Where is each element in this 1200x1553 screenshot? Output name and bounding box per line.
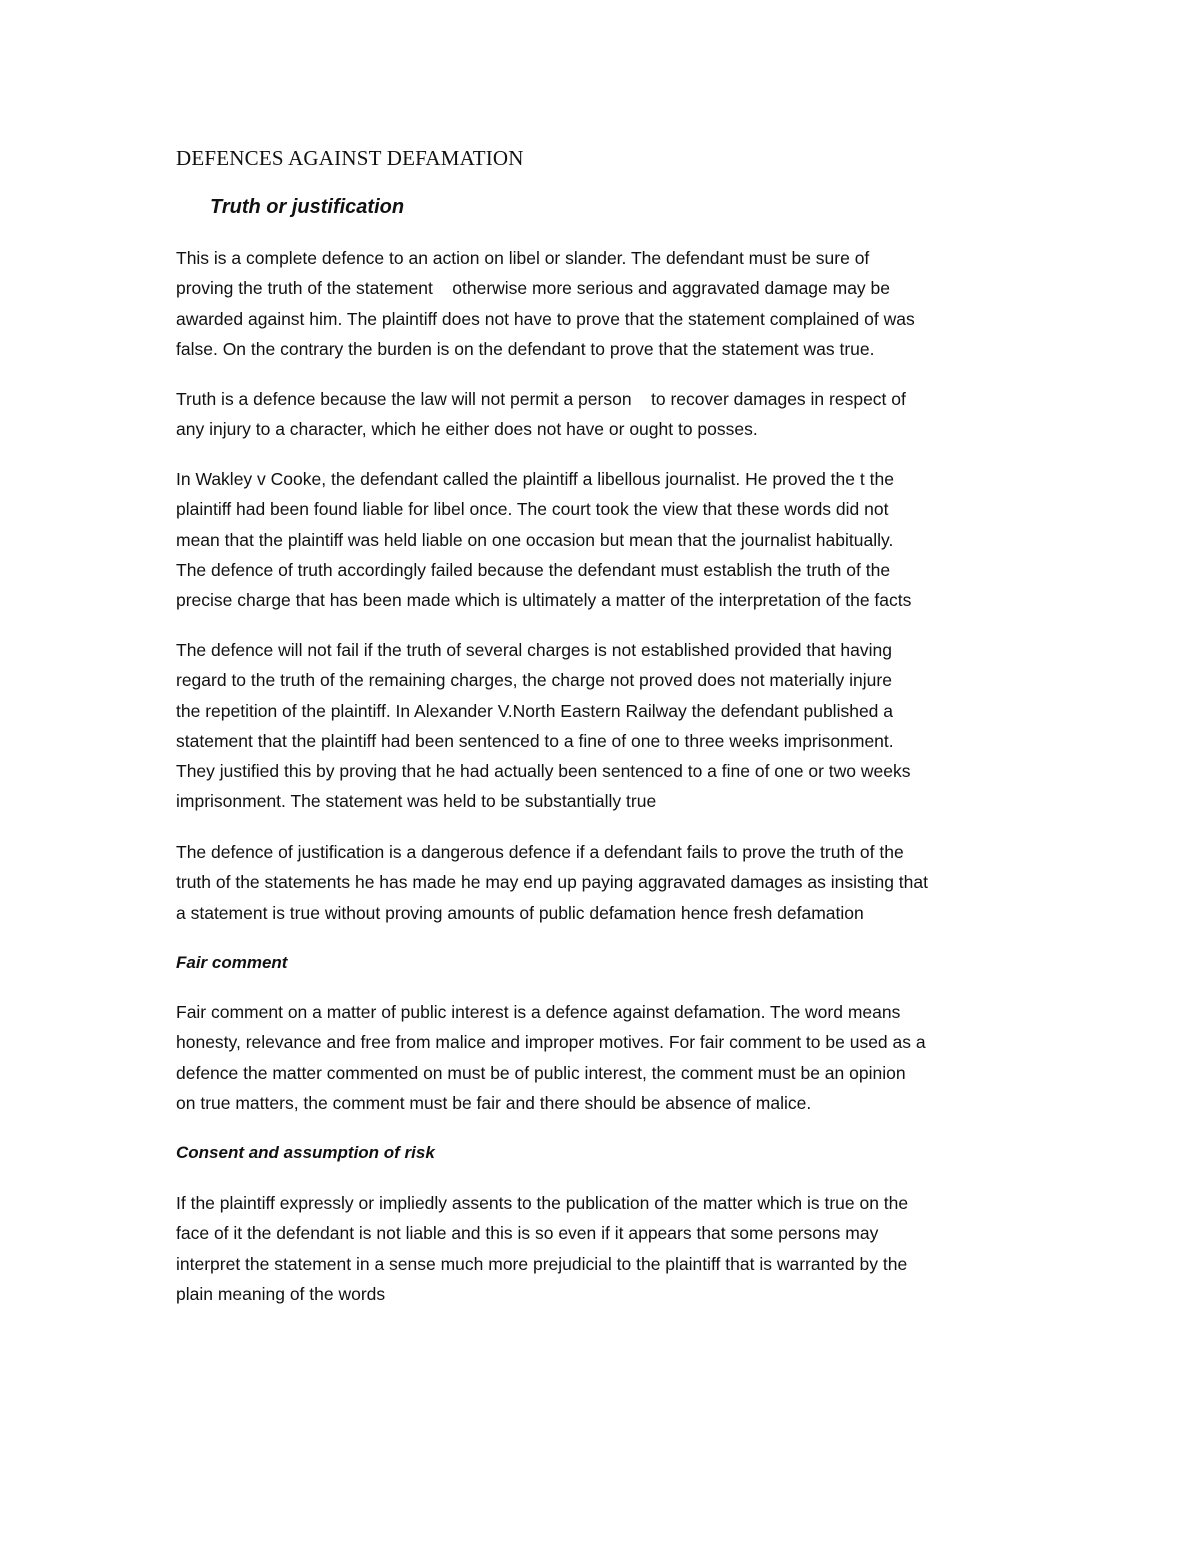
text-line: The defence of truth accordingly failed because the defendant must establish the truth of the bbox=[176, 559, 891, 580]
text-line: Fair comment on a matter of public interest is a defence against defamation. The word means bbox=[176, 1002, 901, 1022]
text-line: If the plaintiff expressly or impliedly assents to the publication of the matter which is true on the bbox=[176, 1193, 909, 1213]
text-line: truth of the statements he has made he may end up paying aggravated damages as insisting that bbox=[176, 872, 928, 893]
text-line: a statement is true without proving amounts of public defamation hence fresh defamation bbox=[176, 902, 864, 923]
paragraph-dangerous-defence bbox=[176, 837, 928, 928]
paragraph-consent bbox=[176, 1188, 908, 1309]
text-line: false. On the contrary the burden is on the defendant to prove that the statement was true. bbox=[176, 338, 875, 359]
text-line: the repetition of the plaintiff. In Alexander V.North Eastern Railway the defendant published a bbox=[176, 700, 894, 721]
text-line: The defence of justification is a dangerous defence if a defendant fails to prove the truth of the bbox=[176, 842, 904, 862]
section-heading-truth-or-justification: Truth or justification bbox=[210, 196, 405, 218]
text-line: imprisonment. The statement was held to be substantially true bbox=[176, 791, 657, 812]
text-line: on true matters, the comment must be fair and there should be absence of malice. bbox=[176, 1092, 812, 1113]
text-line: They justified this by proving that he had actually been sentenced to a fine of one or two weeks bbox=[176, 761, 911, 782]
text-line: plaintiff had been found liable for libel once. The court took the view that these words did not bbox=[176, 499, 889, 520]
text-line: In Wakley v Cooke, the defendant called the plaintiff a libellous journalist. He proved the t the bbox=[176, 469, 894, 489]
text-line: This is a complete defence to an action on libel or slander. The defendant must be sure of bbox=[176, 248, 870, 268]
paragraph-wakley-v-cooke bbox=[176, 464, 911, 615]
text-line: any injury to a character, which he either does not have or ought to posses. bbox=[176, 419, 758, 440]
text-line: honesty, relevance and free from malice and improper motives. For fair comment to be used as a bbox=[176, 1032, 926, 1053]
document-title: DEFENCES AGAINST DEFAMATION bbox=[176, 146, 524, 170]
text-line: precise charge that has been made which is ultimately a matter of the interpretation of the facts bbox=[176, 590, 912, 611]
section-heading-fair-comment: Fair comment bbox=[176, 953, 288, 972]
section-heading-consent-and-assumption-of-risk: Consent and assumption of risk bbox=[176, 1143, 435, 1162]
text-line: regard to the truth of the remaining charges, the charge not proved does not materially injure bbox=[176, 670, 892, 691]
text-line: statement that the plaintiff had been sentenced to a fine of one to three weeks imprisonment. bbox=[176, 730, 894, 751]
text-line: Truth is a defence because the law will not permit a person to recover damages in respect of bbox=[176, 389, 906, 409]
paragraph-truth-is-a-defence bbox=[176, 384, 906, 445]
paragraph-fair-comment bbox=[176, 997, 926, 1118]
text-line: plain meaning of the words bbox=[176, 1283, 386, 1304]
text-line: defence the matter commented on must be of public interest, the comment must be an opinion bbox=[176, 1062, 906, 1083]
paragraph-complete-defence bbox=[176, 243, 915, 364]
paragraph-several-charges bbox=[176, 635, 910, 817]
text-line: proving the truth of the statement otherwise more serious and aggravated damage may be bbox=[176, 278, 891, 299]
text-line: interpret the statement in a sense much more prejudicial to the plaintiff that is warranted by the bbox=[176, 1253, 908, 1274]
text-line: The defence will not fail if the truth of several charges is not established provided that having bbox=[176, 640, 892, 660]
text-line: awarded against him. The plaintiff does not have to prove that the statement complained of was bbox=[176, 308, 915, 329]
text-line: mean that the plaintiff was held liable on one occasion but mean that the journalist habitually. bbox=[176, 529, 894, 550]
text-line: face of it the defendant is not liable and this is so even if it appears that some persons may bbox=[176, 1223, 879, 1244]
